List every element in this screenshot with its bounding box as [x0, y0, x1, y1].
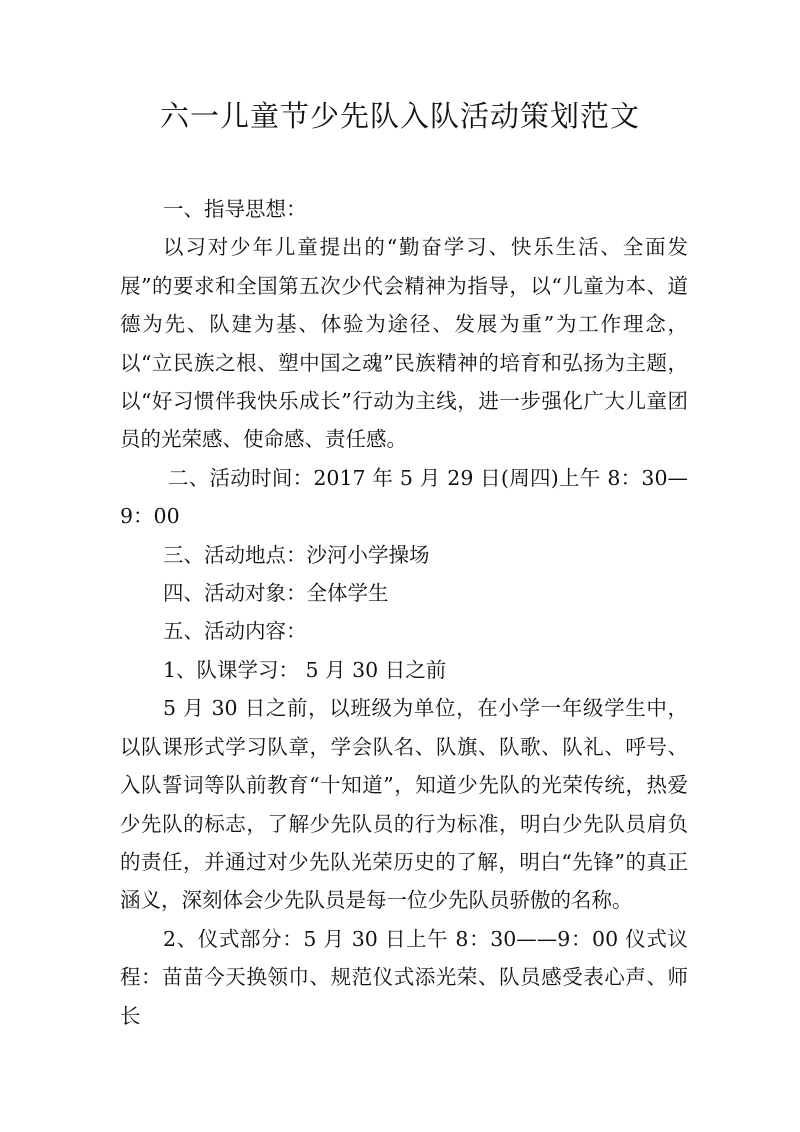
paragraph-team-class: 5 月 30 日之前，以班级为单位，在小学一年级学生中，以队课形式学习队章，学会队名、队旗、队歌、队礼、呼号、入队誓词等队前教育“十知道”，知道少先队的光荣传统，热爱少先队的标志，了解少先队员的行为标准，明白少先队员肩负的责任，并通过对少先队光荣历史的了解，明白“先锋”的真正涵义，深刻体会少先队员是每一位少先队员骄傲的名称。 — [120, 696, 688, 913]
paragraph-activity-location: 三、活动地点：沙河小学操场 — [163, 542, 430, 567]
paragraph-ceremony: 2、仪式部分：5 月 30 日上午 8：30——9：00 仪式议程：苗苗今天换领巾、规范仪式添光荣、队员感受表心声、师长 — [120, 926, 688, 1028]
section-heading-activity-content: 五、活动内容： — [163, 619, 307, 644]
subheading-team-class: 1、队课学习： 5 月 30 日之前 — [163, 657, 447, 682]
document-body — [120, 190, 688, 1035]
document-title: 六一儿童节少先队入队活动策划范文 — [159, 99, 640, 133]
section-heading-guiding-thought: 一、指导思想： — [163, 197, 307, 221]
paragraph-activity-time: 二、活动时间：2017 年 5 月 29 日(周四)上午 8：30—9：00 — [120, 465, 688, 529]
paragraph-guiding-thought: 以习对少年儿童提出的“勤奋学习、快乐生活、全面发展”的要求和全国第五次少代会精神为指导，以“儿童为本、道德为先、队建为基、体验为途径、发展为重”为工作理念，以“立民族之根、塑中国之魂”民族精神的培育和弘扬为主题，以“好习惯伴我快乐成长”行动为主线，进一步强化广大儿童团员的光荣感、使命感、责任感。 — [120, 235, 688, 452]
paragraph-activity-target: 四、活动对象：全体学生 — [163, 581, 389, 606]
